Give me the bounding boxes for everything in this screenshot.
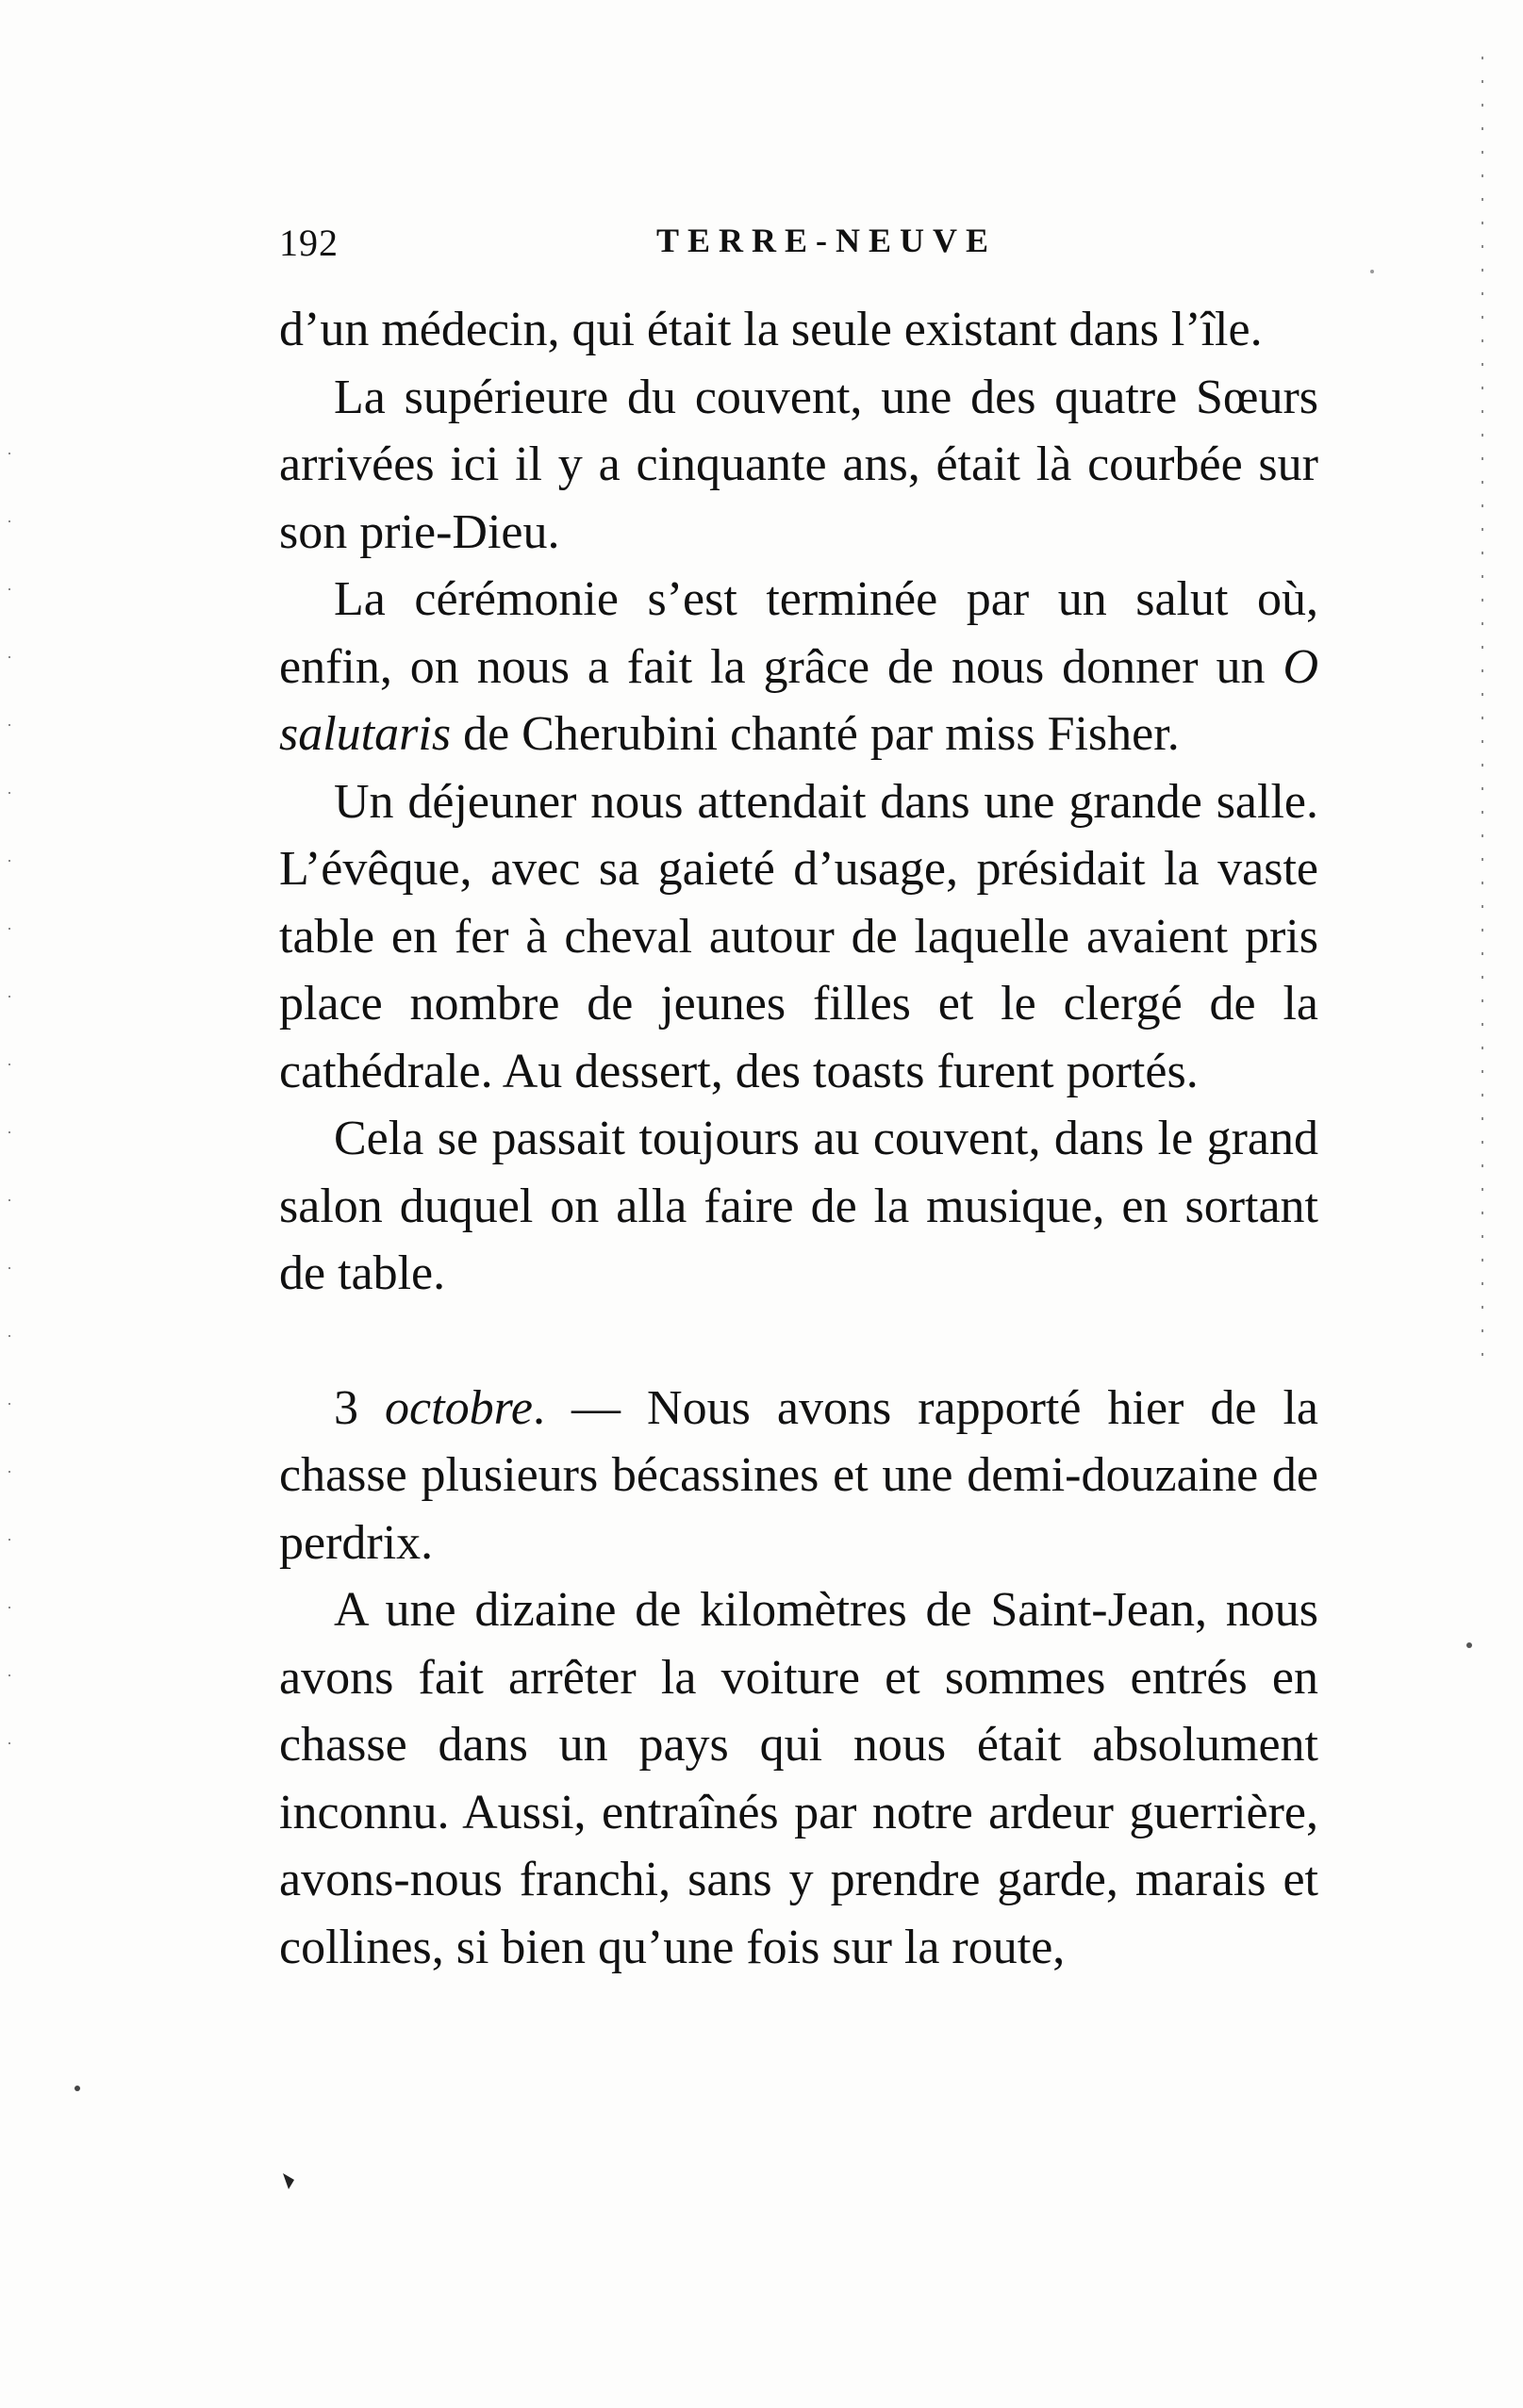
- paragraph-2: La supérieure du couvent, une des quatre Sœurs arrivées ici il y a cinquante ans, était là courbée sur son prie-Dieu.: [279, 370, 1318, 559]
- date-number: 3: [334, 1380, 386, 1435]
- paragraph-4: Un déjeuner nous attendait dans une grande salle. L’évêque, avec sa gaieté d’usage, présidait la vaste table en fer à cheval autour de laquelle avaient pris place nombre de jeunes filles et le clergé de la cathédrale. Au dessert, des toasts furent portés.: [279, 774, 1318, 1098]
- page-header: [279, 221, 1316, 277]
- page-number: 192: [279, 222, 339, 264]
- paragraph-6: [279, 1375, 1318, 1577]
- body-text: [279, 296, 1318, 1981]
- paragraph-3-italic: O salutaris: [279, 639, 1318, 761]
- paragraph-3-start: La cérémonie s’est terminée par un salut où, enfin, on nous a fait la grâce de nous donner un: [279, 572, 1318, 694]
- paragraph-6-rest: . — Nous avons rapporté hier de la chasse plusieurs bécassines et une demi-douzaine de perdrix.: [279, 1380, 1319, 1570]
- running-title: TERRE-NEUVE: [656, 222, 998, 259]
- paragraph-5: Cela se passait toujours au couvent, dans le grand salon duquel on alla faire de la musique, en sortant de table.: [279, 1112, 1318, 1300]
- paragraph-7: A une dizaine de kilomètres de Saint-Jean, nous avons fait arrêter la voiture et sommes entrés en chasse dans un pays qui nous était absolument inconnu. Aussi, entraînés par notre ardeur guerrière, avons-nous franchi, sans y prendre garde, marais et collines, si bien qu’une fois sur la route,: [279, 1583, 1318, 1974]
- date-month: octobre: [385, 1380, 533, 1435]
- paragraph-3: [279, 566, 1318, 768]
- paragraph-3-end: de Cherubini chanté par miss Fisher.: [451, 707, 1180, 761]
- paragraph-1: d’un médecin, qui était la seule existant dans l’île.: [279, 303, 1263, 356]
